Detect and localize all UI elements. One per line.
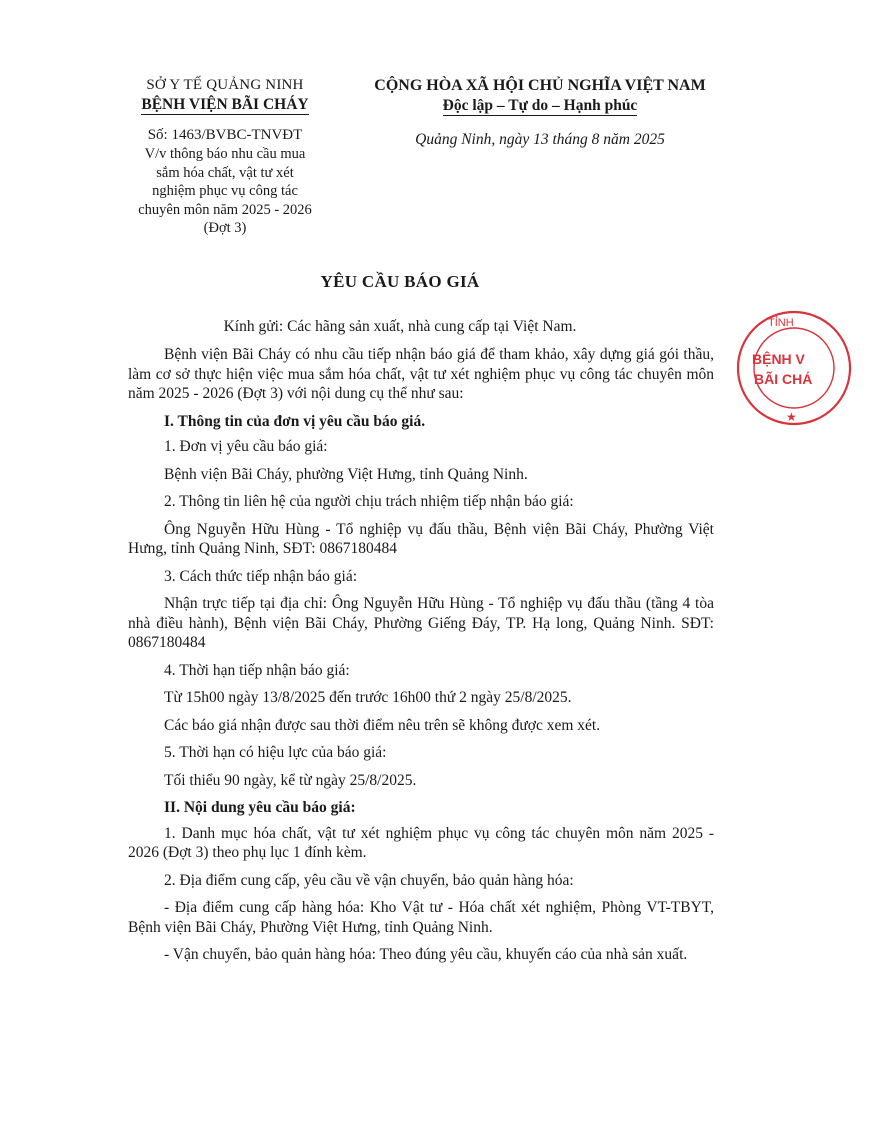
red-seal-stamp bbox=[722, 308, 872, 433]
hospital-name-text: BỆNH VIỆN BÃI CHÁY bbox=[141, 96, 309, 113]
national-header bbox=[350, 76, 730, 150]
section-1-item-1-value: Bệnh viện Bãi Cháy, phường Việt Hưng, tỉnh Quảng Ninh. bbox=[164, 465, 528, 483]
section-2-transport: - Vận chuyển, bảo quản hàng hóa: Theo đúng yêu cầu, khuyến cáo của nhà sản xuất. bbox=[164, 946, 688, 963]
department-name: SỞ Y TẾ QUẢNG NINH bbox=[146, 77, 304, 93]
issuer-block bbox=[100, 76, 350, 238]
section-1-item-4-note: Các báo giá nhận được sau thời điểm nêu trên sẽ không được xem xét. bbox=[164, 716, 601, 734]
stamp-outer-ring bbox=[738, 312, 850, 424]
section-2-item-2-label: 2. Địa điểm cung cấp, yêu cầu về vận chuyển, bảo quản hàng hóa: bbox=[164, 871, 574, 889]
stamp-line-1: BỆNH V bbox=[752, 351, 805, 367]
section-2-item-1: 1. Danh mục hóa chất, vật tư xét nghiệm phục vụ công tác chuyên môn năm 2025 - 2026 (Đợt 3) theo phụ lục 1 đính kèm. bbox=[128, 824, 714, 861]
hospital-name bbox=[100, 95, 350, 114]
intro-paragraph: Bệnh viện Bãi Cháy có nhu cầu tiếp nhận báo giá để tham khảo, xây dựng giá gói thầu, làm cơ sở thực hiện việc mua sắm hóa chất, vật tư xét nghiệm phục vụ công tác chuyên môn năm 2025 - 2026 (Đợt 3) với nội dung cụ thể như sau: bbox=[128, 346, 714, 402]
document-body bbox=[128, 345, 714, 973]
subject-line: chuyên môn năm 2025 - 2026 bbox=[138, 201, 312, 218]
document-title: YÊU CẦU BÁO GIÁ bbox=[320, 272, 480, 291]
motto-text: Độc lập – Tự do – Hạnh phúc bbox=[442, 97, 638, 114]
subject-line: sắm hóa chất, vật tư xét bbox=[156, 164, 294, 181]
section-1-item-3-value: Nhận trực tiếp tại địa chỉ: Ông Nguyễn Hữu Hùng - Tổ nghiệp vụ đấu thầu (tầng 4 tòa nhà điều hành), Bệnh viện Bãi Cháy, Phường Giếng Đáy, TP. Hạ long, Quảng Ninh. SĐT: 0867180484 bbox=[128, 595, 714, 651]
subject-line: V/v thông báo nhu cầu mua bbox=[144, 146, 306, 162]
stamp-line-2: BÃI CHÁ bbox=[754, 371, 813, 387]
document-subject bbox=[100, 145, 350, 238]
stamp-inner-ring bbox=[754, 328, 834, 408]
national-motto bbox=[350, 96, 730, 116]
recipient-line: Kính gửi: Các hãng sản xuất, nhà cung cấp tại Việt Nam. bbox=[223, 318, 577, 335]
section-1-heading: I. Thông tin của đơn vị yêu cầu báo giá. bbox=[164, 412, 426, 430]
document-number: Số: 1463/BVBC-TNVĐT bbox=[147, 127, 303, 143]
document-date: Quảng Ninh, ngày 13 tháng 8 năm 2025 bbox=[415, 131, 665, 148]
section-1-item-4-label: 4. Thời hạn tiếp nhận báo giá: bbox=[164, 661, 350, 679]
section-1-item-5-label: 5. Thời hạn có hiệu lực của báo giá: bbox=[164, 744, 387, 761]
section-1-item-2-label: 2. Thông tin liên hệ của người chịu trách nhiệm tiếp nhận báo giá: bbox=[164, 493, 574, 510]
section-1-item-3-label: 3. Cách thức tiếp nhận báo giá: bbox=[164, 567, 358, 585]
section-2-delivery-location: - Địa điểm cung cấp hàng hóa: Kho Vật tư - Hóa chất xét nghiệm, Phòng VT-TBYT, Bệnh viện Bãi Cháy, Phường Việt Hưng, tỉnh Quảng Ninh. bbox=[128, 899, 714, 936]
stamp-top-text: TỈNH bbox=[768, 317, 794, 329]
section-1-item-2-value: Ông Nguyễn Hữu Hùng - Tổ nghiệp vụ đấu thầu, Bệnh viện Bãi Cháy, Phường Việt Hưng, tỉnh Quảng Ninh, SĐT: 0867180484 bbox=[128, 520, 714, 557]
subject-line: (Đợt 3) bbox=[203, 220, 247, 236]
nation-name: CỘNG HÒA XÃ HỘI CHỦ NGHĨA VIỆT NAM bbox=[374, 77, 706, 94]
subject-line: nghiệm phục vụ công tác bbox=[152, 183, 298, 199]
section-1-item-5-value: Tối thiểu 90 ngày, kể từ ngày 25/8/2025. bbox=[164, 771, 417, 789]
section-1-item-4-value: Từ 15h00 ngày 13/8/2025 đến trước 16h00 thứ 2 ngày 25/8/2025. bbox=[164, 689, 572, 706]
stamp-star-icon: ★ bbox=[786, 410, 797, 424]
section-1-item-1-label: 1. Đơn vị yêu cầu báo giá: bbox=[164, 438, 328, 455]
section-2-heading: II. Nội dung yêu cầu báo giá: bbox=[164, 799, 356, 816]
